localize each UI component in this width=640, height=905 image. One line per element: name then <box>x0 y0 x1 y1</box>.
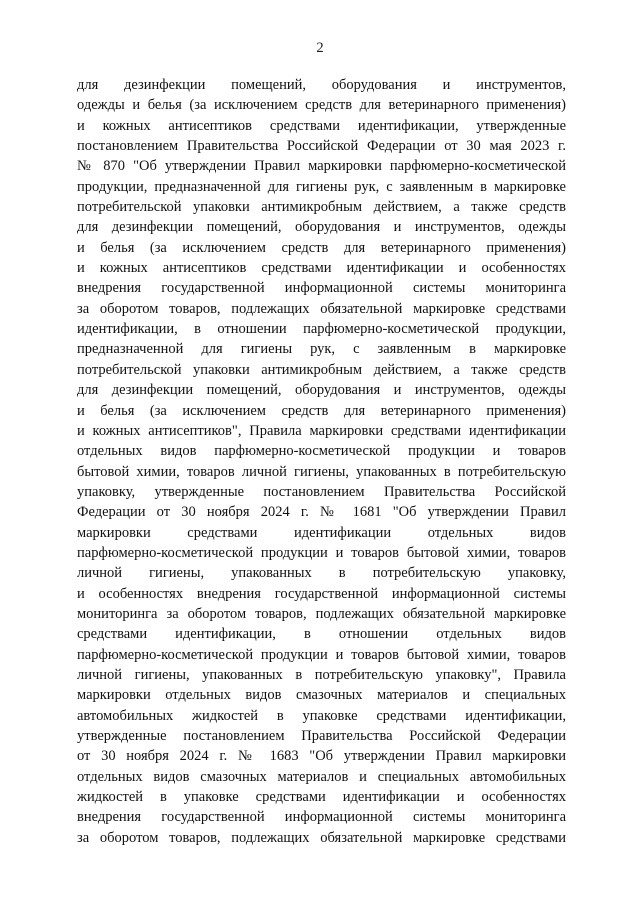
text-line: маркировки отдельных видов смазочных материалов и специальных <box>77 687 566 704</box>
text-line: для дезинфекции помещений, оборудования и инструментов, одежды <box>77 382 566 399</box>
text-line: для дезинфекции помещений, оборудования и инструментов, одежды <box>77 219 566 236</box>
text-line: для дезинфекции помещений, оборудования и инструментов, <box>77 77 566 93</box>
text-line: предназначенной для гигиены рук, с заявленным в маркировке <box>77 341 566 358</box>
text-line: потребительской упаковки антимикробным действием, а также средств <box>77 361 566 378</box>
text-line: личной гигиены, упакованных в потребительскую упаковку", Правила <box>77 666 566 683</box>
text-line: внедрения государственной информационной системы мониторинга <box>77 809 566 826</box>
text-line: от 30 ноября 2024 г. № 1683 "Об утверждении Правил маркировки <box>77 748 566 765</box>
page-number: 2 <box>316 40 324 56</box>
text-line: парфюмерно-косметической продукции и товаров бытовой химии, товаров <box>77 544 566 561</box>
text-line: утвержденные постановлением Правительства Российской Федерации <box>77 728 566 744</box>
text-line: за оборотом товаров, подлежащих обязательной маркировке средствами <box>77 829 566 846</box>
text-line: маркировки средствами идентификации отдельных видов <box>77 524 566 541</box>
text-line: и кожных антисептиков средствами идентификации, утвержденные <box>77 117 566 134</box>
text-line: жидкостей в упаковке средствами идентификации и особенностях <box>77 789 566 806</box>
text-line: мониторинга за оборотом товаров, подлежащих обязательной маркировке <box>77 605 566 622</box>
text-line: № 870 "Об утверждении Правил маркировки парфюмерно-косметической <box>77 158 566 175</box>
text-line: за оборотом товаров, подлежащих обязательной маркировке средствами <box>77 300 566 317</box>
text-line: парфюмерно-косметической продукции и товаров бытовой химии, товаров <box>77 646 566 663</box>
text-line: внедрения государственной информационной системы мониторинга <box>77 280 566 297</box>
text-line: одежды и белья (за исключением средств для ветеринарного применения) <box>77 97 566 114</box>
text-line: и белья (за исключением средств для ветеринарного применения) <box>77 402 566 419</box>
text-line: продукции, предназначенной для гигиены рук, с заявленным в маркировке <box>77 178 566 195</box>
text-line: отдельных видов смазочных материалов и специальных автомобильных <box>77 768 566 785</box>
text-line: Федерации от 30 ноября 2024 г. № 1681 "Об утверждении Правил <box>77 504 566 521</box>
text-line: автомобильных жидкостей в упаковке средствами идентификации, <box>77 707 566 724</box>
text-line: и белья (за исключением средств для ветеринарного применения) <box>77 239 566 256</box>
text-line: упаковку, утвержденные постановлением Правительства Российской <box>77 483 566 500</box>
text-line: личной гигиены, упакованных в потребительскую упаковку, <box>77 565 566 582</box>
text-line: потребительской упаковки антимикробным действием, а также средств <box>77 199 566 216</box>
text-line: средствами идентификации, в отношении отдельных видов <box>77 626 566 643</box>
text-line: отдельных видов парфюмерно-косметической продукции и товаров <box>77 443 566 460</box>
body-text <box>77 75 566 848</box>
text-line: и особенностях внедрения государственной информационной системы <box>77 585 566 602</box>
text-line: и кожных антисептиков средствами идентификации и особенностях <box>77 260 566 277</box>
text-line: бытовой химии, товаров личной гигиены, упакованных в потребительскую <box>77 463 566 480</box>
text-line: и кожных антисептиков", Правила маркировки средствами идентификации <box>77 422 566 439</box>
text-line: идентификации, в отношении парфюмерно-косметической продукции, <box>77 321 566 338</box>
text-line: постановлением Правительства Российской Федерации от 30 мая 2023 г. <box>77 138 566 155</box>
